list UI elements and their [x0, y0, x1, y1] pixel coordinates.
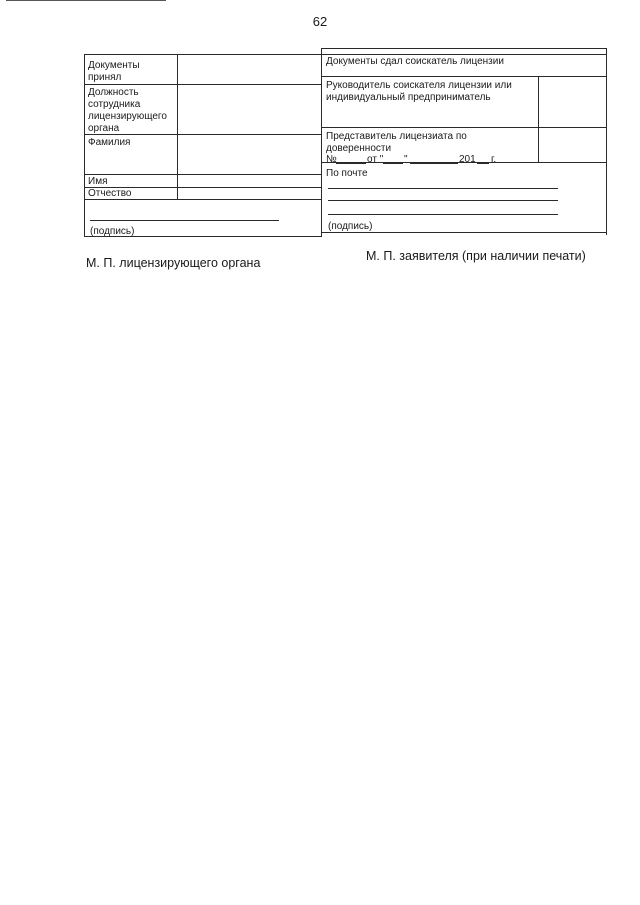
mail-line-3 [328, 214, 558, 215]
poa-year-blank [477, 163, 489, 164]
poa-date-from: от " [367, 154, 384, 165]
by-mail-label: По почте [326, 168, 368, 179]
applicant-head-label: Руководитель соискателя лицензии или индивидуальный предприниматель [326, 80, 512, 103]
form-top-border [84, 54, 607, 55]
license-receipt-form [0, 0, 640, 240]
poa-number-blank [336, 163, 366, 164]
patronymic-label: Отчество [88, 188, 132, 199]
officer-signature-caption: (подпись) [90, 226, 135, 237]
mail-line-2 [328, 200, 558, 201]
first-name-label: Имя [88, 176, 108, 187]
surname-label: Фамилия [88, 137, 131, 148]
representative-label: Представитель лицензиата по доверенности [326, 131, 467, 154]
right-inner-column-divider [538, 76, 539, 162]
page-number: 62 [312, 14, 328, 29]
documents-submitted-label: Документы сдал соискатель лицензии [326, 56, 504, 67]
form-left-border [84, 54, 85, 237]
documents-accepted-label: Документы принял [88, 60, 140, 83]
left-signature-line [90, 220, 279, 221]
applicant-seal-caption: М. П. заявителя (при наличии печати) [366, 249, 586, 263]
right-row-divider-2 [321, 127, 607, 128]
poa-month-blank [410, 163, 458, 164]
poa-day-blank [383, 163, 403, 164]
poa-year-suffix: г. [491, 154, 497, 165]
left-row-divider-3 [84, 174, 322, 175]
poa-date-quote: " [404, 154, 408, 165]
applicant-signature-caption: (подпись) [328, 221, 373, 232]
left-row-divider-1 [84, 84, 322, 85]
right-top-border [321, 48, 607, 49]
poa-year: 201 [459, 154, 476, 165]
authority-seal-caption: М. П. лицензирующего органа [86, 256, 261, 270]
right-row-divider-1 [321, 76, 607, 77]
left-column-divider [177, 54, 178, 199]
officer-position-label: Должность сотрудника лицензирующего органа [88, 87, 167, 134]
poa-number-sign: № [326, 154, 337, 165]
mail-line-1 [328, 188, 558, 189]
